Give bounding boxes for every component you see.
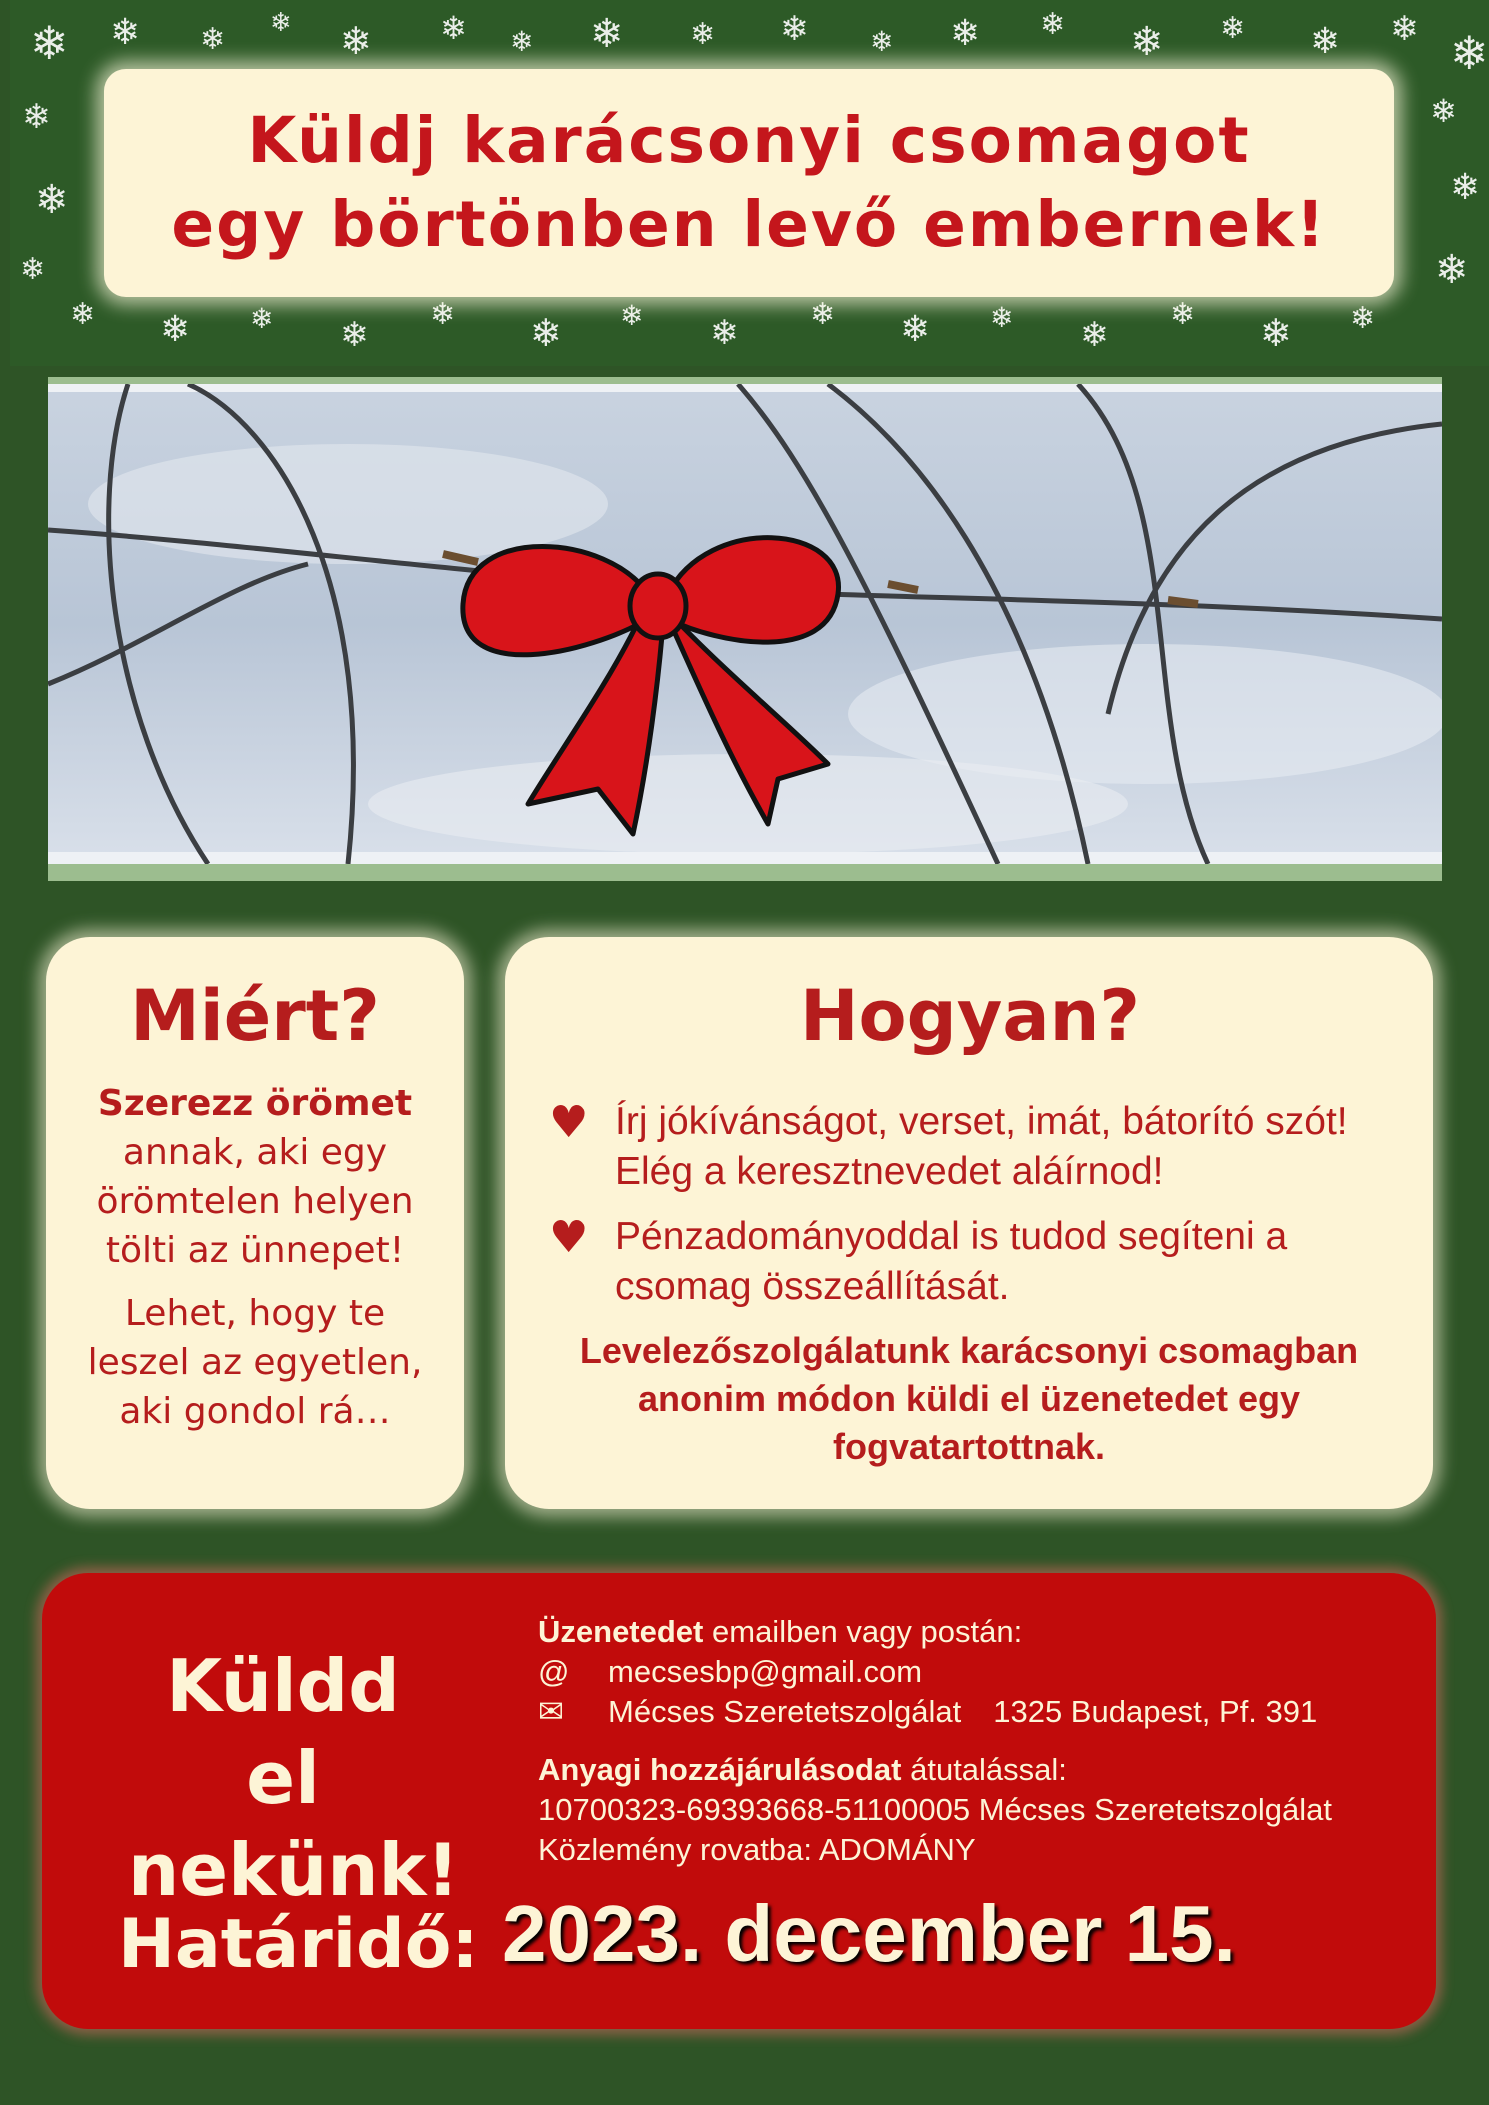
snowflake-icon: ❄ xyxy=(1220,11,1246,46)
at-icon: @ xyxy=(538,1654,570,1689)
snowflake-icon: ❄ xyxy=(1390,9,1419,49)
snowflake-icon: ❄ xyxy=(70,297,96,332)
snowflake-icon: ❄ xyxy=(1350,301,1376,336)
deadline-label: Határidő: xyxy=(118,1905,479,1984)
snowflake-icon: ❄ xyxy=(780,9,809,49)
postal-address: 1325 Budapest, Pf. 391 xyxy=(993,1694,1318,1729)
message-label: Üzenetedet xyxy=(538,1614,704,1649)
bank-account: 10700323-69393668-51100005 Mécses Szeretetszolgálat xyxy=(538,1792,1332,1827)
snowflake-icon: ❄ xyxy=(20,252,46,287)
heart-icon: ♥ xyxy=(549,1097,589,1148)
snowflake-icon: ❄ xyxy=(510,25,534,58)
snowflake-icon: ❄ xyxy=(1040,7,1066,42)
snowflake-icon: ❄ xyxy=(340,19,372,63)
snowflake-icon: ❄ xyxy=(900,309,931,350)
snowflake-icon: ❄ xyxy=(440,9,467,47)
donation-heading-rest: átutalással: xyxy=(910,1752,1067,1787)
snowflake-icon: ❄ xyxy=(160,309,191,350)
snowflake-icon: ❄ xyxy=(950,13,981,54)
why-bold-text: Szerezz örömet xyxy=(97,1083,413,1124)
snowflake-icon: ❄ xyxy=(1170,297,1196,332)
snowflake-icon: ❄ xyxy=(1260,311,1292,355)
snowflake-icon: ❄ xyxy=(1310,21,1341,62)
snowflake-icon: ❄ xyxy=(810,297,836,332)
snowflake-icon: ❄ xyxy=(30,16,69,70)
snowflake-icon: ❄ xyxy=(110,12,141,53)
how-panel xyxy=(505,937,1433,1509)
payment-reference: Közlemény rovatba: ADOMÁNY xyxy=(538,1832,976,1867)
snowflake-icon: ❄ xyxy=(620,299,644,332)
send-heading xyxy=(128,1640,460,1916)
how-item-1 xyxy=(505,1097,1433,1197)
title-box xyxy=(104,69,1394,297)
message-section xyxy=(538,1612,1418,1732)
snowflake-icon: ❄ xyxy=(870,25,894,58)
snowflake-icon: ❄ xyxy=(1430,92,1457,130)
email-row xyxy=(538,1652,1418,1692)
snowflake-icon: ❄ xyxy=(35,177,69,223)
snowflake-icon: ❄ xyxy=(1450,26,1489,80)
how-item-2-text: Pénzadományoddal is tudod segíteni a csomag összeállítását. xyxy=(615,1215,1288,1308)
header-banner xyxy=(10,0,1489,366)
postal-row xyxy=(538,1692,1418,1732)
snowflake-icon: ❄ xyxy=(22,97,51,137)
title-line-2: egy börtönben levő embernek! xyxy=(171,188,1327,261)
deadline-date: 2023. december 15. xyxy=(502,1889,1236,1978)
postal-name: Mécses Szeretetszolgálat xyxy=(608,1694,962,1729)
donation-heading xyxy=(538,1750,1418,1790)
snowflake-icon: ❄ xyxy=(340,315,369,355)
snowflake-icon: ❄ xyxy=(990,301,1014,334)
snowflake-icon: ❄ xyxy=(200,22,226,57)
snowflake-icon: ❄ xyxy=(1130,19,1164,65)
title-line-1: Küldj karácsonyi csomagot xyxy=(247,104,1251,177)
barbed-wire-bow-illustration xyxy=(48,384,1442,864)
why-panel xyxy=(46,937,464,1509)
why-paragraph-2: Lehet, hogy te leszel az egyetlen, aki gondol rá… xyxy=(87,1293,423,1432)
snowflake-icon: ❄ xyxy=(270,8,292,38)
snowflake-icon: ❄ xyxy=(250,302,274,335)
snowflake-icon: ❄ xyxy=(1080,315,1109,355)
how-item-1-text: Írj jókívánságot, verset, imát, bátorító szót! Elég a keresztnevedet aláírnod! xyxy=(615,1100,1348,1193)
send-heading-line-2: nekünk! xyxy=(128,1828,460,1912)
how-note: Levelezőszolgálatunk karácsonyi csomagban anonim módon küldi el üzenetedet egy fogvatartottnak. xyxy=(579,1330,1359,1467)
snowflake-icon: ❄ xyxy=(590,11,624,57)
envelope-icon: ✉ xyxy=(538,1694,564,1730)
barbed-wire-photo xyxy=(48,377,1442,881)
why-body-text: annak, aki egy örömtelen helyen tölti az ünnepet! xyxy=(96,1132,414,1271)
heart-icon: ♥ xyxy=(549,1212,589,1263)
snowflake-icon: ❄ xyxy=(530,311,562,355)
snowflake-icon: ❄ xyxy=(1450,167,1481,208)
how-title: Hogyan? xyxy=(799,975,1141,1057)
donation-section xyxy=(538,1750,1418,1870)
donation-label: Anyagi hozzájárulásodat xyxy=(538,1752,902,1787)
why-title: Miért? xyxy=(130,975,380,1057)
why-paragraph-1 xyxy=(46,1079,464,1275)
message-heading xyxy=(538,1612,1418,1652)
message-heading-rest: emailben vagy postán: xyxy=(712,1614,1023,1649)
email-address[interactable]: mecsesbp@gmail.com xyxy=(608,1654,923,1689)
snowflake-icon: ❄ xyxy=(1435,247,1469,293)
how-item-2 xyxy=(505,1212,1433,1312)
snowflake-icon: ❄ xyxy=(430,297,456,332)
snowflake-icon: ❄ xyxy=(690,17,716,52)
snowflake-icon: ❄ xyxy=(710,313,739,353)
send-heading-line-1: Küldd el xyxy=(166,1644,400,1820)
